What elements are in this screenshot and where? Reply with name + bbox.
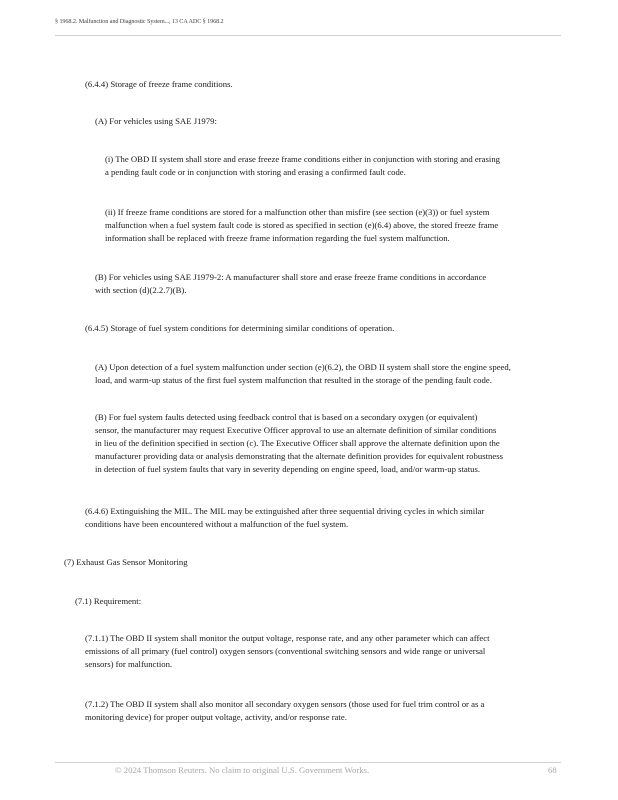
paragraph-6-4-6: [85, 505, 484, 531]
text-line: with section (d)(2.2.7)(B).: [95, 285, 187, 295]
paragraph-6-4-5: [85, 322, 394, 335]
text-line: (A) For vehicles using SAE J1979:: [95, 116, 217, 126]
section-heading-7: [64, 556, 188, 569]
paragraph-6-4-4-a: [95, 115, 217, 128]
paragraph-6-4-5-b: [95, 411, 503, 476]
copyright-notice: © 2024 Thomson Reuters. No claim to original U.S. Government Works.: [115, 765, 370, 775]
text-line: (6.4.6) Extinguishing the MIL. The MIL may be extinguished after three sequential driving cycles in which similar: [85, 506, 485, 516]
text-line: (i) The OBD II system shall store and erase freeze frame conditions either in conjunction with storing and erasing: [105, 154, 501, 164]
paragraph-7-1: [75, 595, 141, 608]
header-divider: [55, 35, 561, 36]
text-line: (6.4.4) Storage of freeze frame conditions.: [85, 79, 233, 89]
text-line: (B) For vehicles using SAE J1979-2: A manufacturer shall store and erase freeze frame conditions in accordance: [95, 272, 487, 282]
text-line: (6.4.5) Storage of fuel system conditions for determining similar conditions of operation.: [85, 323, 395, 333]
text-line: sensors) for malfunction.: [85, 659, 173, 669]
text-line: emissions of all primary (fuel control) oxygen sensors (conventional switching sensors and wide range or universal: [85, 646, 486, 656]
paragraph-6-4-4-a-ii: [105, 206, 498, 245]
page-number: 68: [548, 765, 557, 775]
text-line: (A) Upon detection of a fuel system malfunction under section (e)(6.2), the OBD II system shall store the engine speed,: [95, 362, 511, 372]
text-line: (7.1) Requirement:: [75, 596, 142, 606]
text-line: monitoring device) for proper output voltage, activity, and/or response rate.: [85, 712, 347, 722]
paragraph-6-4-4: [85, 78, 233, 91]
paragraph-6-4-4-a-i: [105, 153, 500, 179]
text-line: malfunction when a fuel system fault code is stored as specified in section (e)(6.4) above, the stored freeze frame: [105, 220, 499, 230]
text-line: (7.1.1) The OBD II system shall monitor the output voltage, response rate, and any other parameter which can affect: [85, 633, 490, 643]
text-line: information shall be replaced with freeze frame information regarding the fuel system malfunction.: [105, 233, 450, 243]
text-line: in detection of fuel system faults that vary in severity depending on engine speed, load, and/or warm-up status.: [95, 464, 481, 474]
text-line: (ii) If freeze frame conditions are stored for a malfunction other than misfire (see section (e)(3)) or fuel system: [105, 207, 490, 217]
footer-divider: [55, 762, 561, 763]
text-line: (B) For fuel system faults detected using feedback control that is based on a secondary oxygen (or equivalent): [95, 412, 478, 422]
text-line: manufacturer providing data or analysis demonstrating that the alternate definition provides for equivalent robustness: [95, 451, 503, 461]
text-line: (7.1.2) The OBD II system shall also monitor all secondary oxygen sensors (those used for fuel trim control or as a: [85, 699, 485, 709]
text-line: a pending fault code or in conjunction with storing and erasing a confirmed fault code.: [105, 167, 406, 177]
text-line: load, and warm-up status of the first fuel system malfunction that resulted in the storage of the pending fault code.: [95, 375, 492, 385]
paragraph-7-1-1: [85, 632, 490, 671]
text-line: (7) Exhaust Gas Sensor Monitoring: [64, 557, 188, 567]
text-line: in lieu of the definition specified in section (c). The Executive Officer shall approve the alternate definition upon the: [95, 438, 500, 448]
text-line: sensor, the manufacturer may request Executive Officer approval to use an alternate definition of similar conditions: [95, 425, 497, 435]
paragraph-6-4-5-a: [95, 361, 511, 387]
text-line: conditions have been encountered without a malfunction of the fuel system.: [85, 519, 349, 529]
paragraph-7-1-2: [85, 698, 484, 724]
running-header: § 1968.2. Malfunction and Diagnostic System..., 13 CA ADC § 1968.2: [55, 18, 224, 25]
paragraph-6-4-4-b: [95, 271, 486, 297]
